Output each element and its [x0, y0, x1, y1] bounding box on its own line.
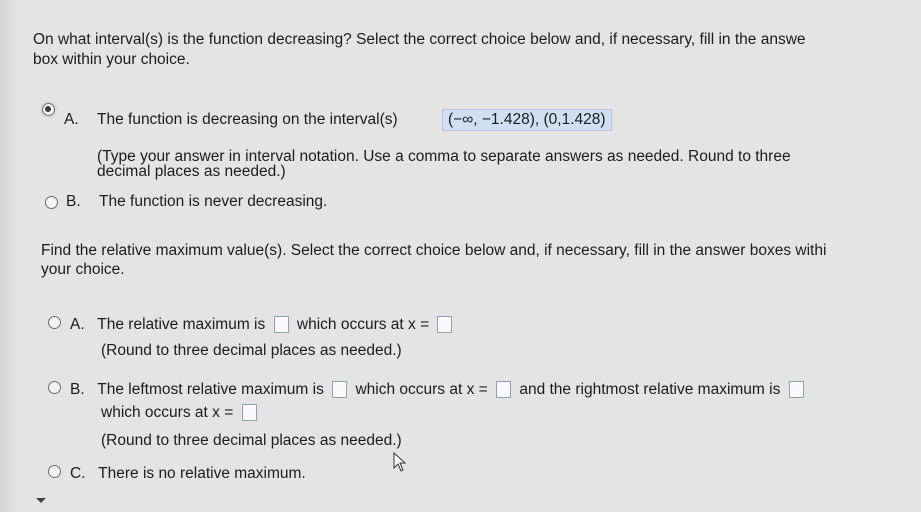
q1-choice-b-radio[interactable]: [45, 196, 58, 209]
q2-choice-b-text3: and the rightmost relative maximum is: [519, 381, 781, 398]
q2-b-right-max-box[interactable]: [789, 381, 804, 398]
q2-choice-b-xeq1: x =: [466, 381, 488, 398]
q2-choice-c-letter: C.: [70, 465, 86, 482]
q1-hint-line2: decimal places as needed.): [97, 163, 286, 180]
q2-choice-c-text: There is no relative maximum.: [98, 465, 306, 482]
q1-interval-answer-field[interactable]: (−∞, −1.428), (0,1.428): [442, 109, 612, 131]
q2-a-max-value-box[interactable]: [274, 316, 289, 333]
q2-choice-b-row2: [101, 404, 261, 422]
q1-choice-a-text: The function is decreasing on the interval(s): [97, 111, 398, 128]
q2-b-right-x-box[interactable]: [242, 404, 257, 421]
q1-hint-line1: (Type your answer in interval notation. Use a comma to separate answers as needed. Round to three: [97, 148, 791, 165]
q1-choice-b-text: The function is never decreasing.: [99, 193, 328, 210]
q2-choice-a-letter: A.: [70, 316, 85, 333]
q2-choice-a-radio[interactable]: [48, 316, 61, 329]
q1-choice-a-radio[interactable]: [42, 103, 55, 116]
q2-choice-a-text2: which occurs at: [296, 316, 404, 333]
question2-prompt-line1: Find the relative maximum value(s). Select the correct choice below and, if necessary, fill in the answer boxes withi: [41, 242, 827, 259]
q2-choice-a-hint: (Round to three decimal places as needed.): [101, 342, 402, 359]
q1-choice-a-letter: A.: [64, 111, 79, 128]
question1-prompt-line2: box within your choice.: [33, 51, 190, 68]
left-edge-shade: [0, 0, 18, 512]
q2-choice-a-text1: The relative maximum is: [97, 316, 266, 333]
q2-choice-b-letter: B.: [70, 381, 85, 398]
question2-prompt-line2: your choice.: [41, 261, 125, 278]
q2-choice-b-radio[interactable]: [48, 381, 61, 394]
question1-prompt-line1: On what interval(s) is the function decreasing? Select the correct choice below and, if necessary, fill in the answe: [33, 31, 806, 48]
q2-choice-b-text2: which occurs at: [355, 381, 463, 398]
q2-choice-b-hint: (Round to three decimal places as needed.): [101, 432, 402, 449]
q2-choice-b-text4: which occurs at: [101, 404, 208, 421]
q2-choice-c-radio[interactable]: [48, 465, 61, 478]
mouse-pointer-icon: [393, 452, 407, 472]
q2-choice-c-row: [70, 465, 306, 483]
q2-b-left-x-box[interactable]: [496, 381, 511, 398]
q1-choice-b-letter: B.: [66, 193, 81, 210]
q2-choice-b-text1: The leftmost relative maximum is: [97, 381, 324, 398]
q2-b-left-max-box[interactable]: [332, 381, 347, 398]
q2-choice-b-xeq2: x =: [212, 404, 234, 421]
q2-choice-a-xeq: x =: [408, 316, 430, 333]
scroll-down-arrow-icon[interactable]: [36, 498, 46, 503]
q2-choice-a-row: [70, 316, 456, 334]
q2-choice-b-row1: [70, 381, 808, 399]
q2-a-x-value-box[interactable]: [437, 316, 452, 333]
